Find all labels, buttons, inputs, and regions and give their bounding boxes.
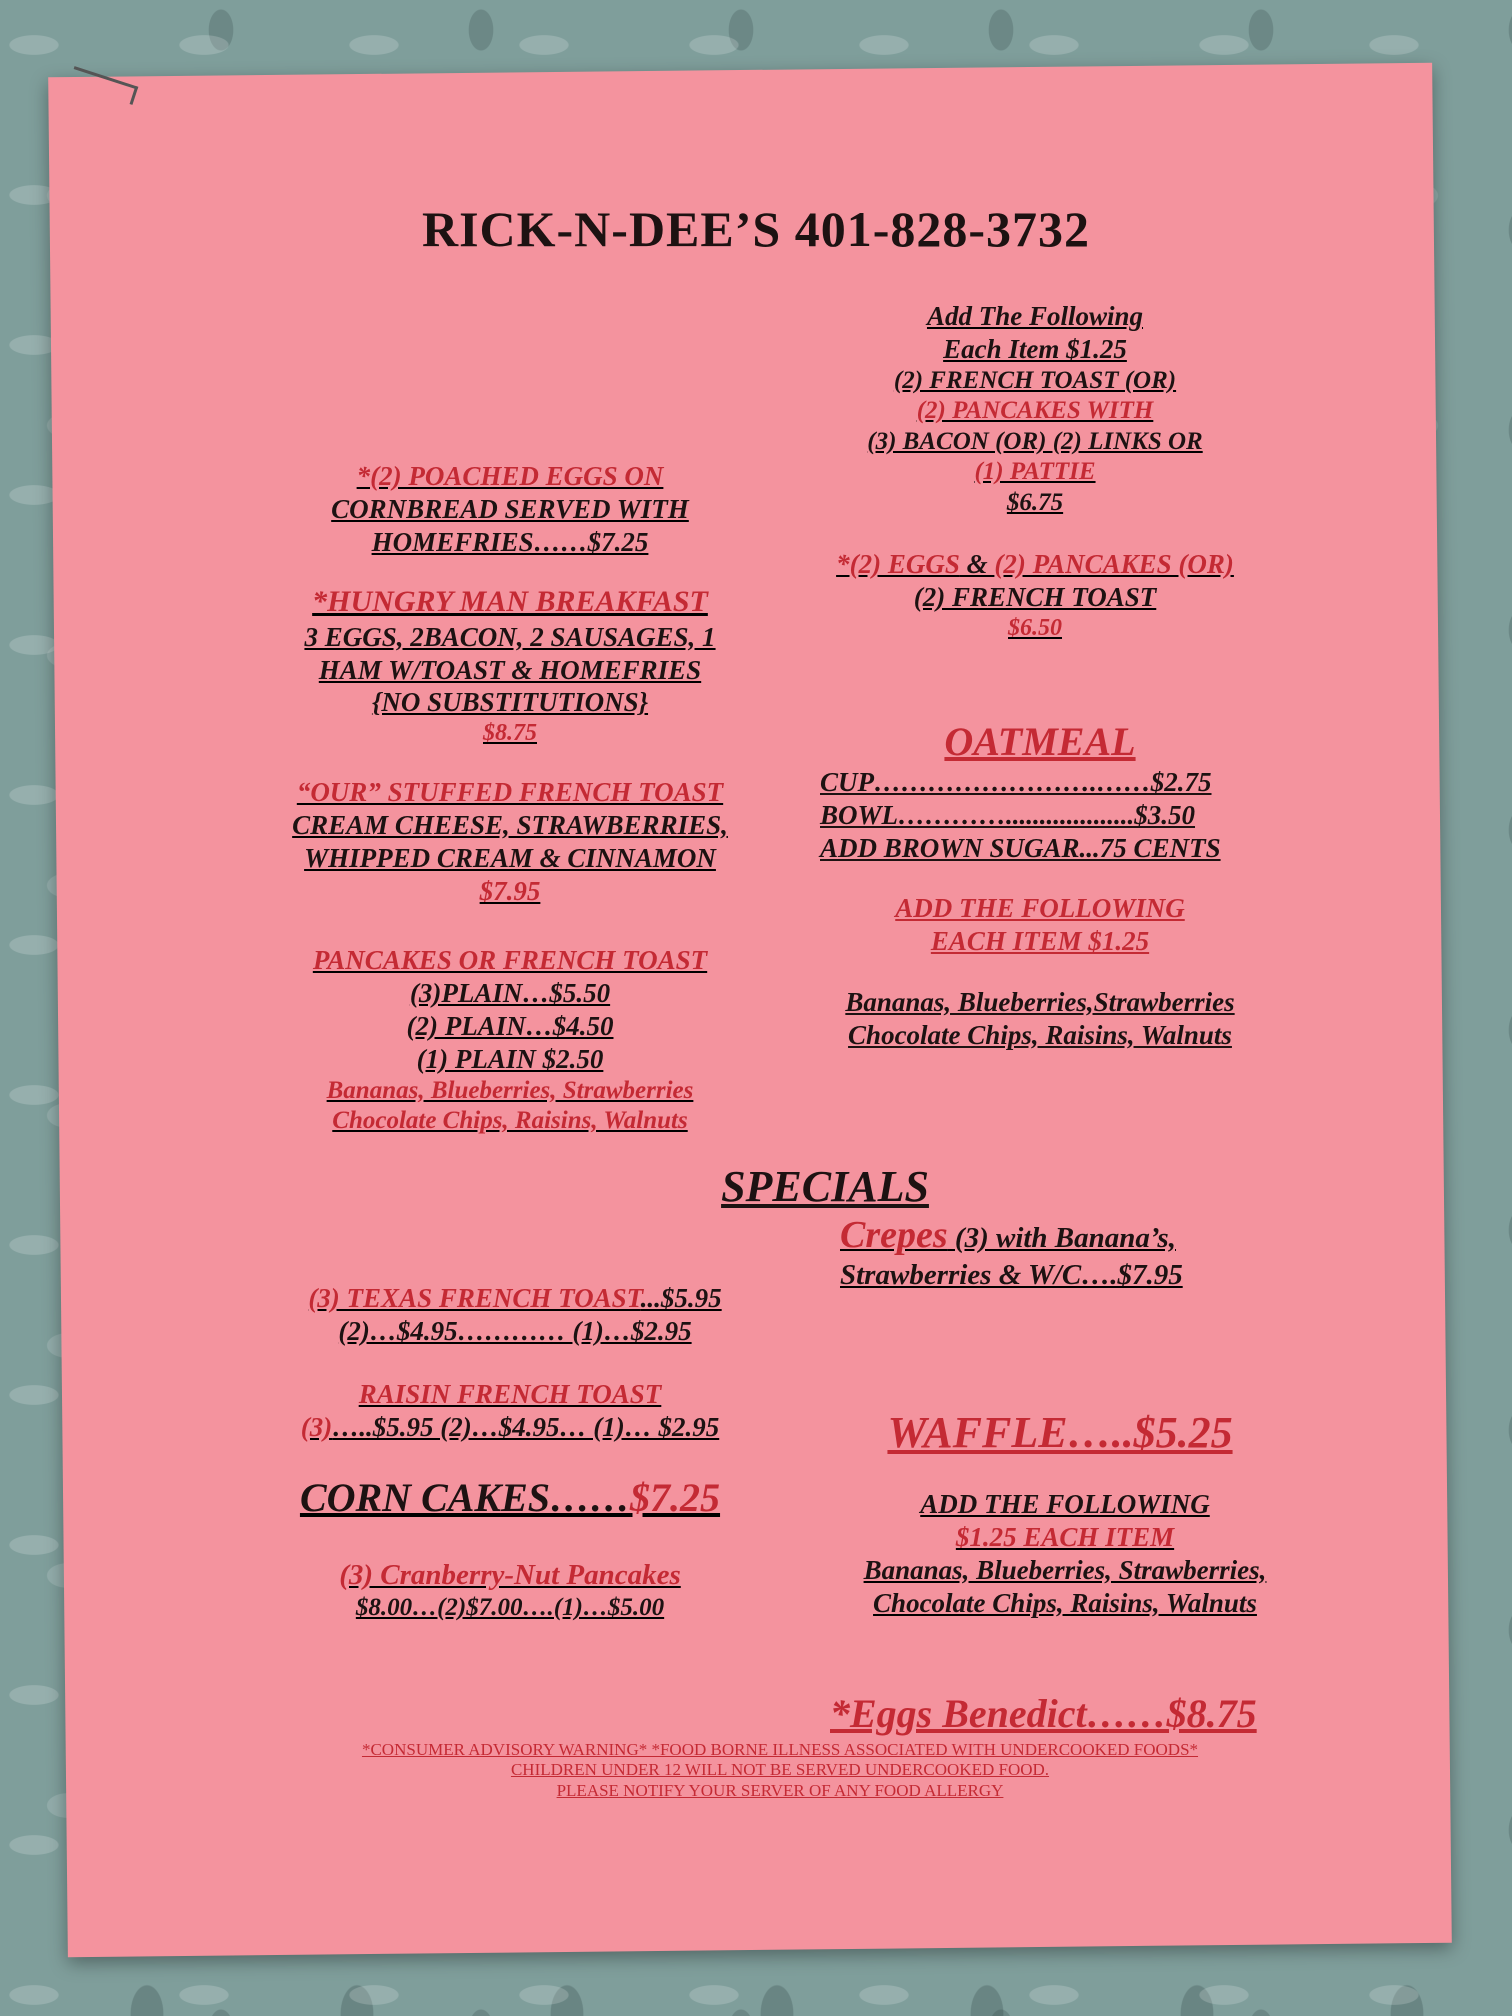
oatmeal-fruit-options: Bananas, Blueberries,Strawberries Chocolate Chips, Raisins, Walnuts [845, 987, 1235, 1050]
oatmeal-addons: ADD THE FOLLOWING EACH ITEM $1.25 [895, 893, 1185, 956]
eggs-pancakes-item: *(2) EGGS & (2) PANCAKES (OR) (2) FRENCH TOAST $6.50 [836, 549, 1234, 641]
poached-eggs-item: *(2) POACHED EGGS ON CORNBREAD SERVED WITH HOMEFRIES……$7.25 [331, 461, 689, 557]
menu-title: RICK-N-DEE’S 401-828-3732 [421, 201, 1091, 257]
hungry-man-item: *HUNGRY MAN BREAKFAST 3 EGGS, 2BACON, 2 SAUSAGES, 1 HAM W/TOAST & HOMEFRIES {NO SUBSTITUTIONS} $8.75 [304, 585, 716, 747]
waffle-addons: ADD THE FOLLOWING $1.25 EACH ITEM Bananas, Blueberries, Strawberries, Chocolate Chips, Raisins, Walnuts [863, 1489, 1267, 1618]
oatmeal-prices: CUP…………………….……$2.75 BOWL…………...................$3.50 ADD BROWN SUGAR...75 CENTS [820, 767, 1221, 863]
corn-cakes-item: CORN CAKES……$7.25 [299, 1475, 721, 1520]
specials-title: SPECIALS [721, 1162, 929, 1211]
oatmeal-title: OATMEAL [944, 719, 1136, 764]
texas-french-toast-item: (3) TEXAS FRENCH TOAST...$5.95 (2)…$4.95………… (1)…$2.95 [308, 1283, 722, 1346]
pancakes-french-toast-item: PANCAKES OR FRENCH TOAST (3)PLAIN…$5.50 (2) PLAIN…$4.50 (1) PLAIN $2.50 Bananas, Blueberries, Strawberries Chocolate Chips, Raisins, Walnuts [312, 945, 708, 1135]
cranberry-pancakes-item: (3) Cranberry-Nut Pancakes $8.00…(2)$7.00….(1)…$5.00 [339, 1559, 681, 1622]
consumer-advisory: *CONSUMER ADVISORY WARNING* *FOOD BORNE ILLNESS ASSOCIATED WITH UNDERCOOKED FOODS* CHILDREN UNDER 12 WILL NOT BE SERVED UNDERCOOKED FOOD. PLEASE NOTIFY YOUR SERVER OF ANY FOOD ALLERGY [361, 1740, 1199, 1800]
add-following-combo: Add The Following Each Item $1.25 (2) FRENCH TOAST (OR) (2) PANCAKES WITH (3) BACON (OR) (2) LINKS OR (1) PATTIE $6.75 [867, 301, 1203, 516]
crepes-item: Crepes (3) with Banana’s, Strawberries & W/C….$7.95 [840, 1214, 1183, 1292]
waffle-title: WAFFLE…..$5.25 [887, 1408, 1233, 1457]
raisin-french-toast-item: RAISIN FRENCH TOAST (3)…..$5.95 (2)…$4.95… (1)… $2.95 [300, 1379, 720, 1442]
stuffed-french-toast-item: “OUR” STUFFED FRENCH TOAST CREAM CHEESE, STRAWBERRIES, WHIPPED CREAM & CINNAMON $7.95 [292, 777, 728, 906]
eggs-benedict-item: *Eggs Benedict……$8.75 [830, 1691, 1257, 1736]
